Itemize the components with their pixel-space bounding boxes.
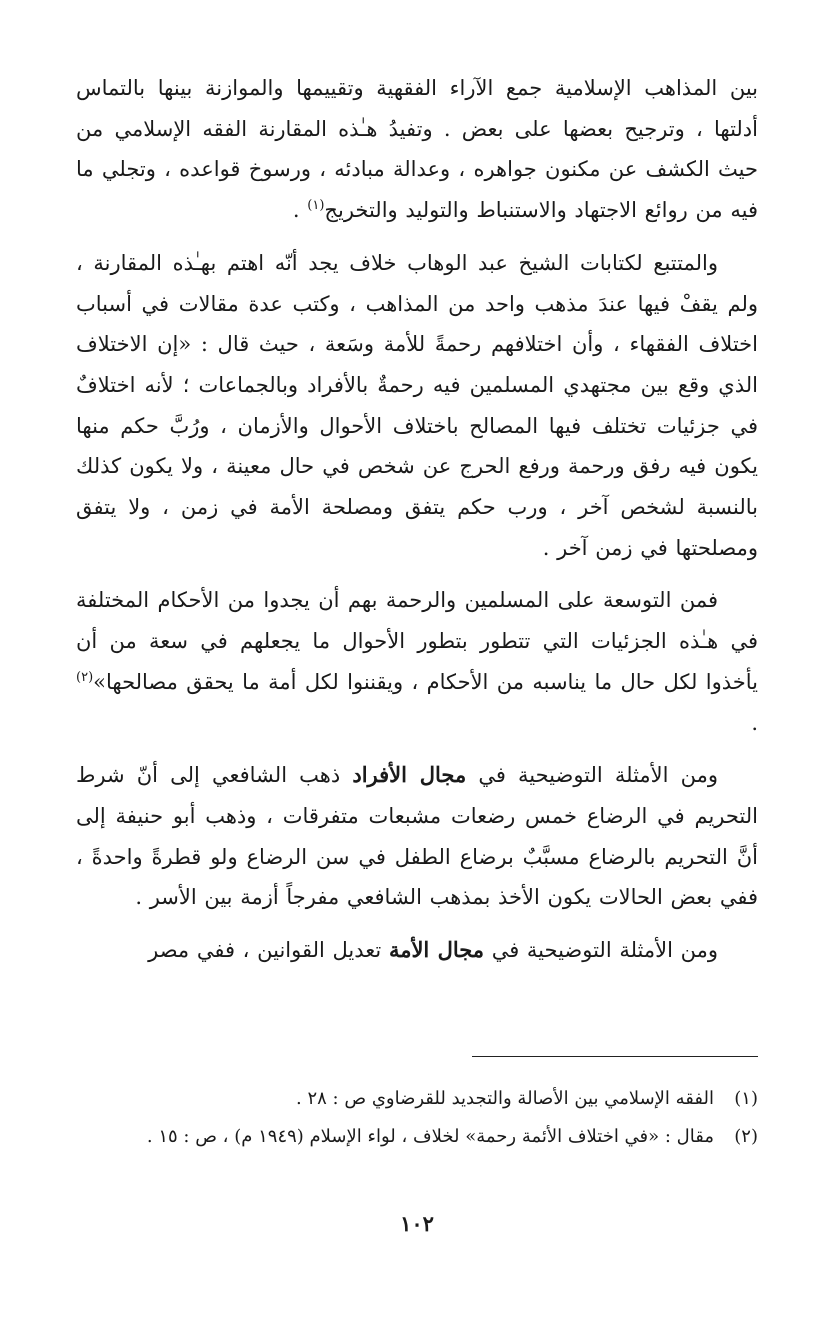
paragraph-3-end: . (751, 710, 758, 735)
paragraph-2: والمتتبع لكتابات الشيخ عبد الوهاب خلاف يجد أنّه اهتم بهـٰذه المقارنة ، ولم يقفْ فيها عندَ مذهب واحد من المذاهب ، وكتب عدة مقالات في أسباب اختلاف الفقهاء ، وأن اختلافهم رحمةً للأمة وسَعة ، حيث قال : «إن الاختلاف الذي وقع بين مجتهدي المسلمين فيه رحمةٌ بالأفراد وبالجماعات ؛ لأنه اختلافٌ في جزئيات تختلف فيها المصالح باختلاف الأحوال والأزمان ، ورُبَّ حكم منها يكون فيه رفق ورحمة ورفع الحرج عن شخص في حال معينة ، ولا يكون كذلك بالنسبة لشخص آخر ، ورب حكم يتفق ومصلحة الأمة في زمن ، ولا يتفق ومصلحتها في زمن آخر . (76, 250, 758, 560)
footnote-2-text: مقال : «في اختلاف الأئمة رحمة» لخلاف ، لواء الإسلام (١٩٤٩ م) ، ص : ١٥ . (146, 1126, 714, 1147)
footnote-1 (76, 1080, 758, 1118)
footnote-ref-2: (٢) (76, 669, 94, 685)
paragraph-4 (76, 755, 758, 918)
paragraph-1-text: بين المذاهب الإسلامية جمع الآراء الفقهية وتقييمها والموازنة بينها بالتماس أدلتها ، وترجيح بعضها على بعض . وتفيدُ هـٰذه المقارنة الفقه الإسلامي من حيث الكشف عن مكنون جواهره ، وعدالة مبادئه ، ورسوخ قواعده ، وتجلي ما فيه من روائع الاجتهاد والاستنباط والتوليد والتخريج (76, 76, 759, 223)
footnote-2-number: (٢) (734, 1126, 758, 1147)
paragraph-3 (76, 580, 758, 743)
footnote-1-number: (١) (734, 1088, 758, 1109)
paragraph-5-rest: تعديل القوانين ، ففي مصر (148, 938, 389, 963)
footnote-1-text: الفقه الإسلامي بين الأصالة والتجديد للقرضاوي ص : ٢٨ . (296, 1088, 714, 1109)
paragraph-5-bold-term: مجال الأمة (388, 937, 485, 963)
footnote-2 (76, 1118, 758, 1156)
page-number: ١٠٢ (400, 1211, 434, 1236)
paragraph-1-end: . (292, 198, 308, 223)
paragraph-1 (76, 68, 758, 231)
footnotes (76, 1080, 758, 1156)
paragraph-3-text: فمن التوسعة على المسلمين والرحمة بهم أن يجدوا من الأحكام المختلفة في هـٰذه الجزئيات التي تتطور بتطور الأحوال ما يجعلهم في سعة من أن يأخذوا لكل حال ما يناسبه من الأحكام ، ويقننوا لكل أمة ما يحقق مصالحها» (76, 588, 758, 694)
paragraph-5 (76, 930, 758, 971)
paragraph-4-start: ومن الأمثلة التوضيحية في (466, 763, 718, 788)
footnote-ref-1: (١) (307, 198, 325, 214)
main-text (76, 68, 758, 983)
paragraph-4-bold-term: مجال الأفراد (352, 762, 467, 788)
paragraph-5-start: ومن الأمثلة التوضيحية في (484, 938, 718, 963)
footnote-separator (472, 1056, 758, 1057)
paragraph-4-rest: ذهب الشافعي إلى أنّ شرط التحريم في الرضاع خمس رضعات مشبعات متفرقات ، وذهب أبو حنيفة إلى أنَّ التحريم بالرضاع مسبَّبٌ برضاع الطفل في سن الرضاع ولو قطرةً واحدةً ، ففي بعض الحالات يكون الأخذ بمذهب الشافعي مفرجاً أزمة بين الأسر . (76, 763, 758, 910)
